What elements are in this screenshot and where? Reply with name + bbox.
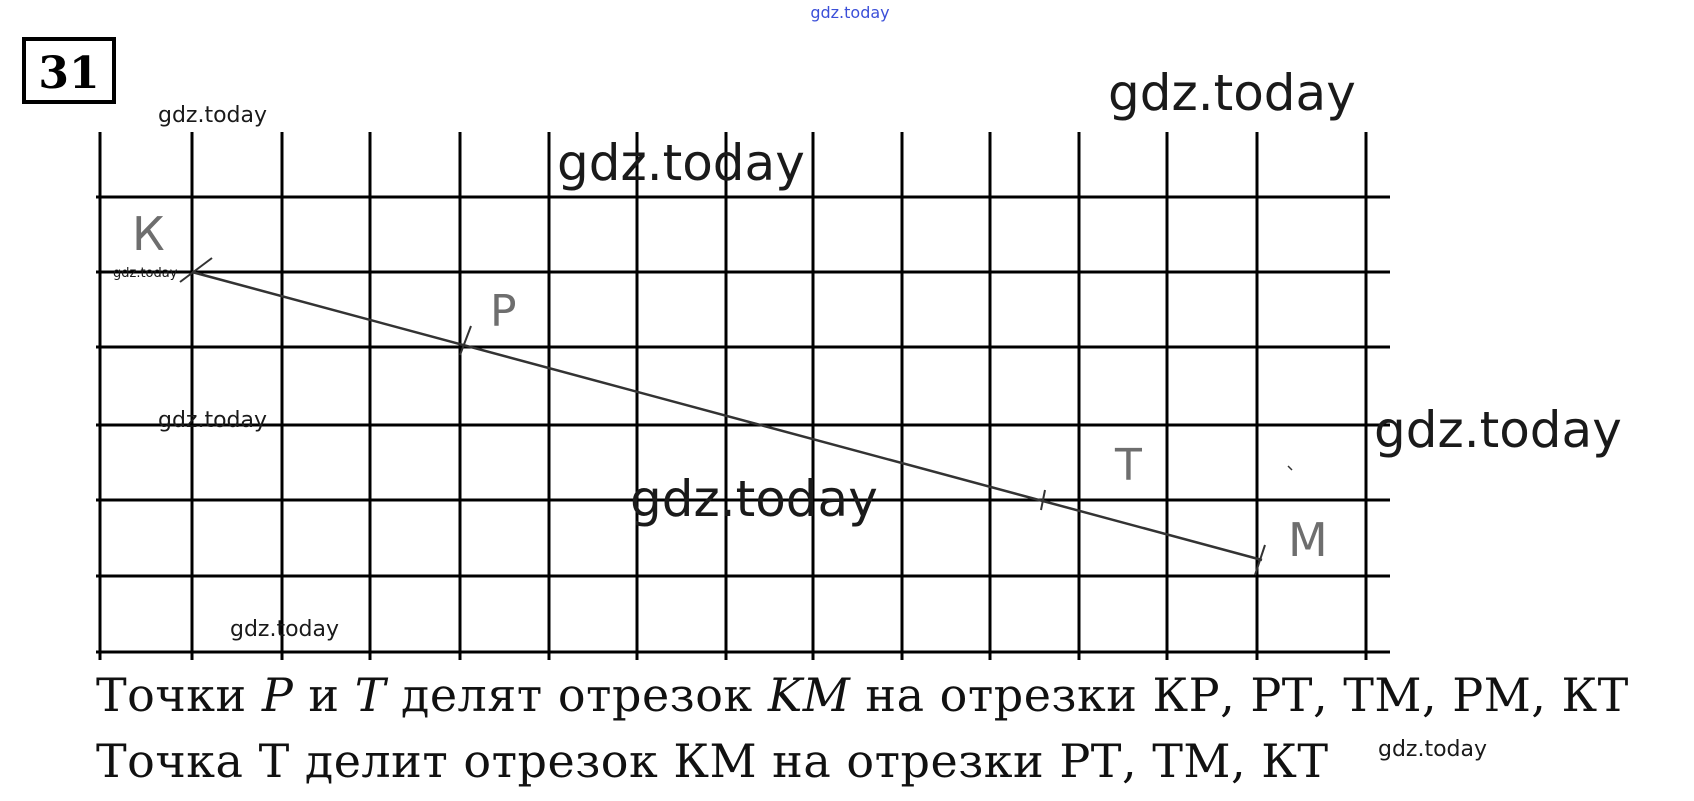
caption-1-part-2: и <box>293 668 355 722</box>
watermark-large-top-center: gdz.today <box>557 134 805 192</box>
watermark-tiny-k: gdz.today <box>113 266 178 281</box>
stray-mark <box>1288 466 1292 470</box>
watermark-large-top-right: gdz.today <box>1108 64 1356 122</box>
watermark-small-caption: gdz.today <box>1378 737 1488 762</box>
tick-p <box>460 326 471 355</box>
caption-1-point-p: P <box>261 668 294 722</box>
watermark-large-right: gdz.today <box>1374 401 1622 459</box>
point-label-k: К <box>132 207 165 261</box>
problem-number: 31 <box>38 48 100 99</box>
point-label-p: P <box>490 286 517 337</box>
caption-1-segment-km: KM <box>767 668 851 722</box>
watermark-small-bottom: gdz.today <box>230 617 340 642</box>
watermark-small-top-left: gdz.today <box>158 103 268 128</box>
caption-line-1 <box>96 668 1629 722</box>
watermark-small-left: gdz.today <box>158 408 268 433</box>
top-watermark: gdz.today <box>810 3 890 22</box>
point-label-m: M <box>1288 513 1328 567</box>
caption-1-part-3: делят отрезок <box>385 668 768 722</box>
grid <box>96 132 1390 660</box>
caption-line-2: Точка Т делит отрезок КМ на отрезки РТ, ТМ, КТ <box>96 734 1329 788</box>
caption-1-part-1: Точки <box>96 668 262 722</box>
point-label-t: T <box>1115 440 1142 491</box>
caption-1-part-4: на отрезки КР, РТ, ТМ, РМ, КТ <box>850 668 1629 722</box>
watermark-large-center: gdz.today <box>630 470 878 528</box>
tick-k <box>180 258 212 282</box>
caption-1-point-t: T <box>354 668 386 722</box>
